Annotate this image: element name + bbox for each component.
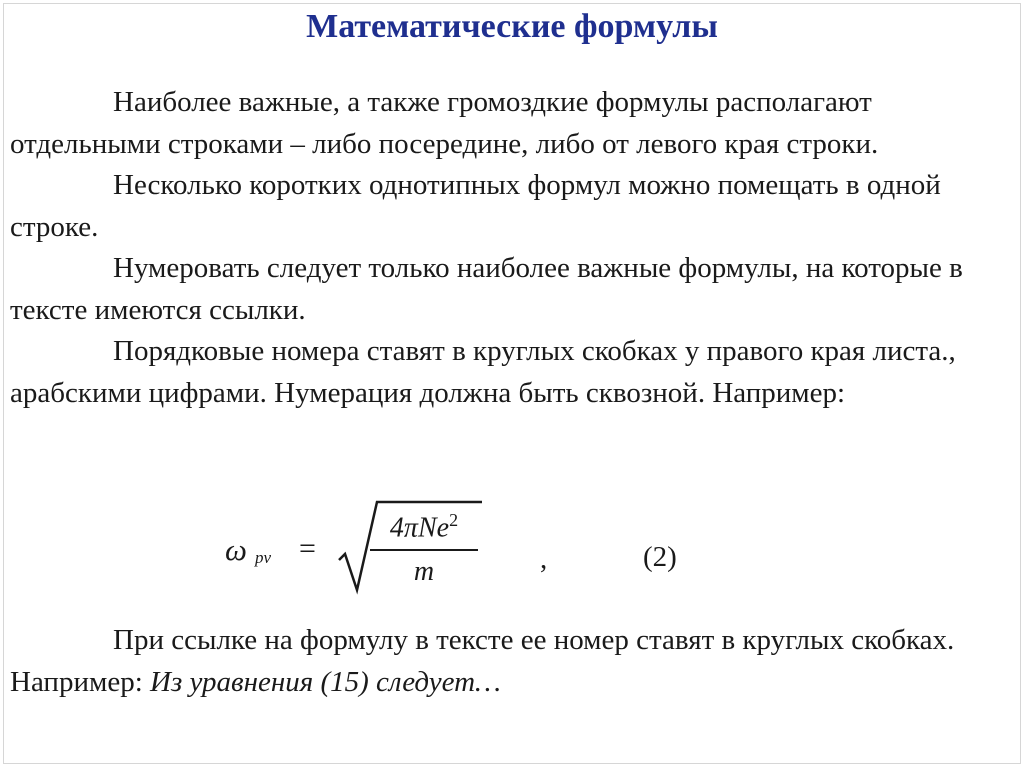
body-text bbox=[10, 82, 1006, 414]
slide-title: Математические формулы bbox=[306, 8, 718, 45]
formula-denominator: m bbox=[413, 556, 435, 587]
reference-text: При ссылке на формулу в тексте ее номер ставят в круглых скобках. Например: bbox=[10, 624, 955, 698]
reference-example: Из уравнения (15) следует… bbox=[150, 665, 501, 698]
formula-numerator-base: 4πNe bbox=[389, 512, 450, 544]
paragraph-numbering: Нумеровать следует только наиболее важные формулы, на которые в тексте имеются ссылки. bbox=[10, 252, 963, 326]
formula-equals: = bbox=[299, 532, 316, 565]
paragraph-order-numbers: Порядковые номера ставят в круглых скобках у правого края листа., арабскими цифрами. Нумерация должна быть сквозной. Например: bbox=[10, 335, 956, 409]
formula-lhs-subscript: pv bbox=[255, 548, 272, 567]
paragraph-placement: Наиболее важные, а также громоздкие формулы располагают отдельными строками – либо посередине, либо от левого края строки. bbox=[10, 86, 879, 160]
formula-lhs-symbol: ω bbox=[225, 532, 247, 567]
formula-comma: , bbox=[540, 543, 548, 575]
formula-block bbox=[225, 496, 705, 596]
paragraph-reference bbox=[10, 620, 1006, 703]
formula-numerator-exponent: 2 bbox=[449, 510, 459, 530]
paragraph-reference-text bbox=[10, 620, 1006, 703]
formula-number: (2) bbox=[643, 541, 677, 573]
formula-numerator bbox=[368, 510, 480, 544]
paragraph-short-formulas: Несколько коротких однотипных формул можно помещать в одной строке. bbox=[10, 169, 941, 243]
